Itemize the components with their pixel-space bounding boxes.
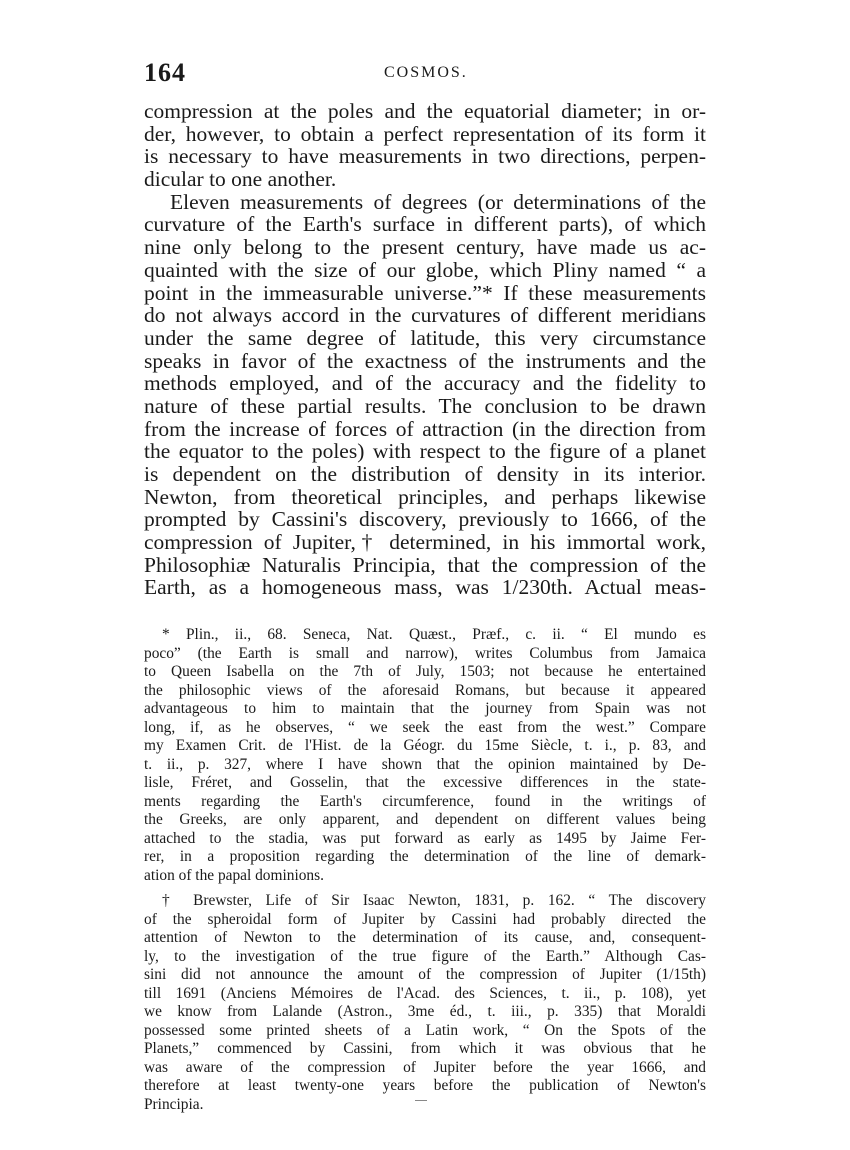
footnote-line: Planets,” commenced by Cassini, from which it was obvious that he — [144, 1040, 706, 1057]
text-line: Earth, as a homogeneous mass, was 1/230th. Actual meas- — [144, 575, 706, 600]
text-line: speaks in favor of the exactness of the instruments and the — [144, 348, 706, 373]
footnote-line: advantageous to him to maintain that the journey from Spain was not — [144, 700, 706, 717]
running-title: COSMOS. — [384, 64, 468, 81]
bottom-dash — [415, 1100, 427, 1101]
text-line: is dependent on the distribution of density in its interior. — [144, 462, 706, 486]
text-line: compression at the poles and the equatorial diameter; in or- — [144, 99, 706, 123]
footnote-line: to Queen Isabella on the 7th of July, 1503; not because he entertained — [144, 663, 706, 680]
body-text — [144, 100, 706, 599]
text-line: der, however, to obtain a perfect representation of its form it — [144, 121, 706, 146]
footnote-line: poco” (the Earth is small and narrow), writes Columbus from Jamaica — [144, 644, 706, 662]
text-line: compression of Jupiter,† determined, in his immortal work, — [144, 530, 706, 555]
text-line: is necessary to have measurements in two directions, perpen- — [144, 144, 706, 169]
footnote-line: was aware of the compression of Jupiter before the year 1666, and — [144, 1058, 706, 1076]
footnote-line: attention of Newton to the determination of its cause, and, consequent- — [144, 929, 706, 946]
text-line: quainted with the size of our globe, which Pliny named “ a — [144, 257, 706, 282]
text-line: curvature of the Earth's surface in different parts), of which — [144, 212, 706, 237]
text-line: methods employed, and of the accuracy and the fidelity to — [144, 371, 706, 396]
footnote-line: till 1691 (Anciens Mémoires de l'Acad. des Sciences, t. ii., p. 108), yet — [144, 984, 706, 1002]
footnote-line: Principia. — [144, 1095, 204, 1113]
footnote-line: the philosophic views of the aforesaid Romans, but because it appeared — [144, 681, 706, 699]
text-line: Eleven measurements of degrees (or determinations of the — [170, 189, 706, 214]
footnote-line: the Greeks, are only apparent, and dependent on different values being — [144, 811, 706, 828]
footnote-line: possessed some printed sheets of a Latin work, “ On the Spots of the — [144, 1021, 706, 1039]
text-line: under the same degree of latitude, this very circumstance — [144, 325, 706, 350]
text-line: do not always accord in the curvatures of different meridians — [144, 303, 706, 328]
footnote-line: * Plin., ii., 68. Seneca, Nat. Quæst., Præf., c. ii. “ El mundo es — [162, 626, 706, 643]
text-line: prompted by Cassini's discovery, previously to 1666, of the — [144, 507, 706, 532]
footnote-line: lisle, Fréret, and Gosselin, that the excessive differences in the state- — [144, 774, 706, 791]
text-line: dicular to one another. — [144, 167, 337, 192]
text-line: the equator to the poles) with respect to the figure of a planet — [144, 439, 706, 464]
text-line: nature of these partial results. The conclusion to be drawn — [144, 393, 706, 418]
footnote-line: we know from Lalande (Astron., 3me éd., t. iii., p. 335) that Moraldi — [144, 1003, 706, 1020]
running-head — [144, 58, 706, 88]
footnote-line: my Examen Crit. de l'Hist. de la Géogr. du 15me Siècle, t. i., p. 83, and — [144, 737, 706, 754]
footnote-line: ments regarding the Earth's circumference, found in the writings of — [144, 792, 706, 810]
footnote-line: sini did not announce the amount of the compression of Jupiter (1/15th) — [144, 966, 706, 983]
footnote-line: therefore at least twenty-one years before the publication of Newton's — [144, 1077, 706, 1094]
footnote-line: † Brewster, Life of Sir Isaac Newton, 1831, p. 162. “ The discovery — [162, 892, 706, 909]
footnote-line: long, if, as he observes, “ we seek the east from the west.” Compare — [144, 718, 706, 736]
footnote-line: rer, in a proposition regarding the determination of the line of demark- — [144, 848, 706, 865]
page-number: 164 — [144, 58, 186, 87]
footnote-gap — [144, 885, 706, 892]
footnote-line: t. ii., p. 327, where I have shown that the opinion maintained by De- — [144, 755, 706, 773]
text-line: from the increase of forces of attraction (in the direction from — [144, 416, 706, 441]
footnote-line: ly, to the investigation of the true figure of the Earth.” Although Cas- — [144, 947, 706, 965]
text-line: Philosophiæ Naturalis Principia, that the compression of the — [144, 552, 706, 577]
text-line: nine only belong to the present century, have made us ac- — [144, 235, 706, 260]
text-line: point in the immeasurable universe.”* If these measurements — [144, 280, 706, 305]
footnote-line: attached to the stadia, was put forward as early as 1495 by Jaime Fer- — [144, 829, 706, 847]
text-line: Newton, from theoretical principles, and perhaps likewise — [144, 484, 706, 509]
footnote-line: ation of the papal dominions. — [144, 866, 324, 884]
footnote-line: of the spheroidal form of Jupiter by Cassini had probably directed the — [144, 910, 706, 928]
footnotes — [144, 626, 706, 1114]
